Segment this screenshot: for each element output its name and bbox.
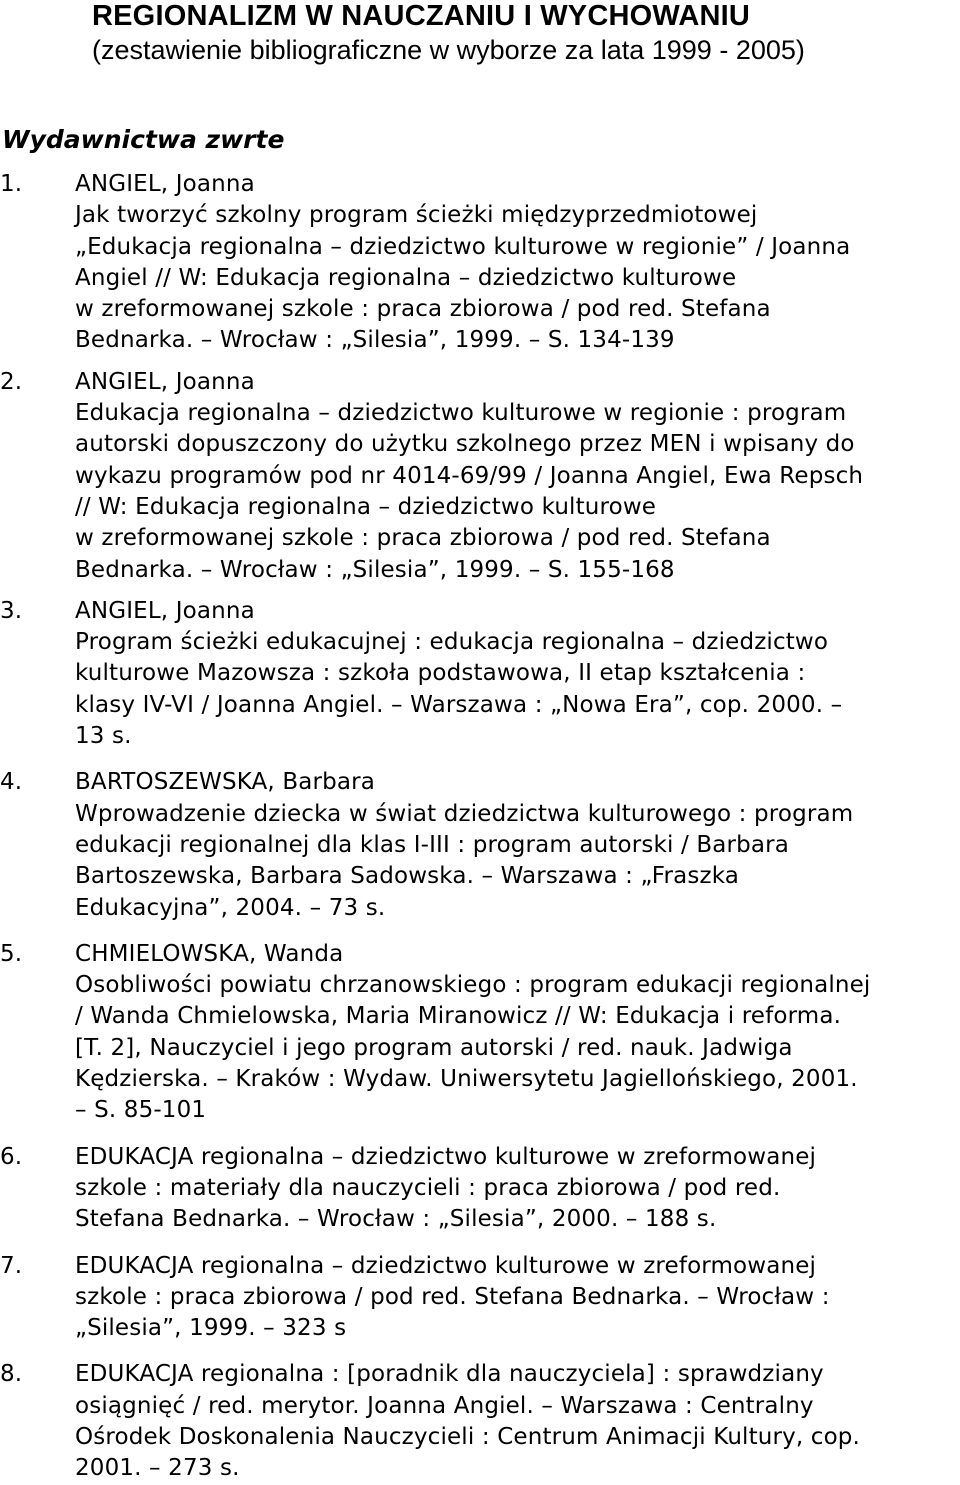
entry-line: wykazu programów pod nr 4014-69/99 / Joanna Angiel, Ewa Repsch (75, 462, 864, 489)
entry-line: 13 s. (75, 723, 132, 750)
entry-line: Program ścieżki edukacujnej : edukacja regionalna – dziedzictwo (75, 629, 829, 656)
bibliography-entry (0, 596, 960, 752)
entry-line: [T. 2], Nauczyciel i jego program autorski / red. nauk. Jadwiga (75, 1034, 793, 1061)
entry-line: Bednarka. – Wrocław : „Silesia”, 1999. – S. 155-168 (75, 556, 675, 583)
entry-line: w zreformowanej szkole : praca zbiorowa / pod red. Stefana (75, 296, 771, 323)
entry-line: Wprowadzenie dziecka w świat dziedzictwa kulturowego : program (75, 800, 854, 827)
entry-line: Angiel // W: Edukacja regionalna – dziedzictwo kulturowe (75, 264, 737, 291)
bibliography-list (0, 169, 960, 1485)
entry-line: – S. 85-101 (75, 1097, 207, 1124)
entry-line: // W: Edukacja regionalna – dziedzictwo kulturowe (75, 493, 657, 520)
entry-line: Bednarka. – Wrocław : „Silesia”, 1999. – S. 134-139 (75, 327, 675, 354)
entry-number: 5. (0, 940, 23, 967)
entry-line: EDUKACJA regionalna : [poradnik dla nauczyciela] : sprawdziany (75, 1361, 824, 1388)
entry-line: autorski dopuszczony do użytku szkolnego przez MEN i wpisany do (75, 431, 855, 458)
entry-line: CHMIELOWSKA, Wanda (75, 940, 344, 967)
bibliography-entry (0, 767, 960, 923)
entry-line: ANGIEL, Joanna (75, 171, 255, 197)
entry-number: 6. (0, 1143, 23, 1170)
bibliography-entry (0, 367, 960, 586)
entry-line: Stefana Bednarka. – Wrocław : „Silesia”, 2000. – 188 s. (75, 1206, 717, 1233)
section-heading: Wydawnictwa zwrte (2, 125, 285, 154)
bibliography-entry (0, 1142, 960, 1236)
entry-line: Bartoszewska, Barbara Sadowska. – Warszawa : „Fraszka (75, 863, 739, 890)
document-title: REGIONALIZM W NAUCZANIU I WYCHOWANIU (92, 0, 751, 32)
entry-line: ANGIEL, Joanna (75, 597, 255, 624)
entry-number: 7. (0, 1252, 23, 1279)
bibliography-entry (0, 1251, 960, 1345)
entry-line: EDUKACJA regionalna – dziedzictwo kulturowe w zreformowanej (75, 1252, 817, 1279)
entry-number: 8. (0, 1361, 23, 1388)
entry-line: ANGIEL, Joanna (75, 368, 255, 395)
entry-line: 2001. – 273 s. (75, 1455, 240, 1482)
entry-line: Ośrodek Doskonalenia Nauczycieli : Centrum Animacji Kultury, cop. (75, 1423, 861, 1450)
entry-line: EDUKACJA regionalna – dziedzictwo kulturowe w zreformowanej (75, 1143, 817, 1170)
entry-line: szkole : materiały dla nauczycieli : praca zbiorowa / pod red. (75, 1174, 781, 1201)
bibliography-entry (0, 1359, 960, 1484)
entry-number: 2. (0, 368, 23, 395)
entry-number: 4. (0, 769, 23, 796)
entry-line: Osobliwości powiatu chrzanowskiego : program edukacji regionalnej (75, 972, 871, 999)
entry-line: Jak tworzyć szkolny program ścieżki międzyprzedmiotowej (75, 202, 758, 229)
entry-line: Edukacyjna”, 2004. – 73 s. (75, 894, 386, 921)
bibliography-entry (0, 169, 960, 357)
entry-line: szkole : praca zbiorowa / pod red. Stefana Bednarka. – Wrocław : (75, 1283, 830, 1310)
entry-line: / Wanda Chmielowska, Maria Miranowicz // W: Edukacja i reforma. (75, 1003, 842, 1030)
document-subtitle: (zestawienie bibliograficzne w wyborze za lata 1999 - 2005) (92, 35, 805, 65)
entry-line: kulturowe Mazowsza : szkoła podstawowa, II etap kształcenia : (75, 660, 806, 687)
bibliography-entry (0, 939, 960, 1127)
entry-line: klasy IV-VI / Joanna Angiel. – Warszawa : „Nowa Era”, cop. 2000. – (75, 691, 843, 718)
entry-line: osiągnięć / red. merytor. Joanna Angiel. – Warszawa : Centralny (75, 1392, 814, 1419)
entry-line: BARTOSZEWSKA, Barbara (75, 769, 375, 796)
entry-number: 3. (0, 597, 23, 624)
entry-line: edukacji regionalnej dla klas I-III : program autorski / Barbara (75, 831, 789, 858)
entry-line: Kędzierska. – Kraków : Wydaw. Uniwersytetu Jagiellońskiego, 2001. (75, 1066, 858, 1093)
entry-line: w zreformowanej szkole : praca zbiorowa / pod red. Stefana (75, 525, 771, 552)
entry-number: 1. (0, 171, 23, 197)
entry-line: „Silesia”, 1999. – 323 s (75, 1315, 347, 1342)
entry-line: „Edukacja regionalna – dziedzictwo kulturowe w regionie” / Joanna (75, 233, 851, 260)
entry-line: Edukacja regionalna – dziedzictwo kulturowe w regionie : program (75, 400, 847, 427)
